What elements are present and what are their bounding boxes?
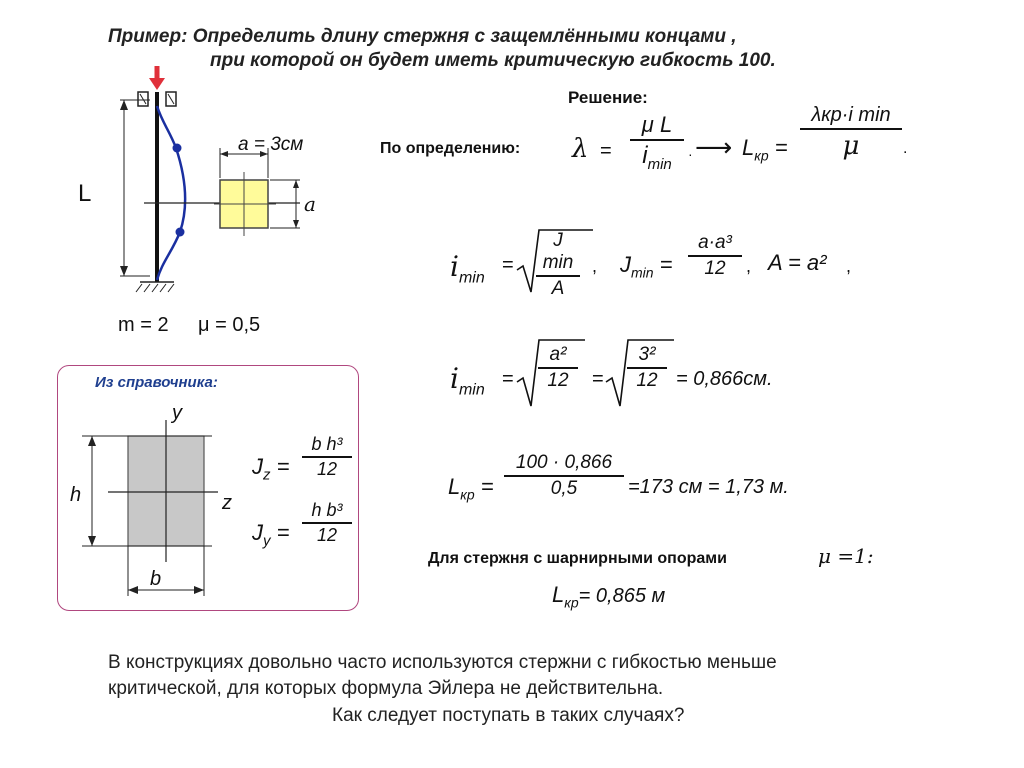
jy-denominator: 12	[316, 525, 338, 545]
lkr-subscript: кр	[754, 147, 769, 164]
buckling-curve	[157, 106, 185, 280]
jy-subscript: y	[263, 532, 271, 550]
m-label: m = 2	[118, 314, 169, 336]
j-min-denominator: 12	[704, 258, 726, 279]
bottom-text-line-3: Как следует поступать в таких случаях?	[332, 705, 685, 726]
b-label: b	[150, 568, 162, 590]
slenderness-fraction	[630, 112, 684, 173]
jy-numerator: h b³	[311, 500, 343, 520]
bottom-fixed-support	[136, 282, 174, 292]
sqrt1-fraction	[536, 230, 580, 300]
i-min-symbol-1: $i_{min}$	[450, 250, 485, 287]
bottom-text-line-2: критической, для которых формула Эйлера не действительна.	[108, 678, 664, 699]
column-diagram	[100, 62, 360, 342]
square-cross-section	[214, 172, 276, 236]
sqrt3-fraction	[627, 344, 667, 392]
side-label: a = 3см	[238, 134, 304, 155]
sqrt3-denominator: 12	[636, 370, 658, 391]
i-min-result: = 0,866см.	[676, 368, 773, 390]
length-dimension	[120, 100, 150, 276]
jz-numerator: b h³	[311, 434, 343, 454]
hinged-result: = 0,865 м	[578, 585, 666, 607]
jy-symbol: J	[252, 520, 263, 545]
example-title-line-2: при которой он будет иметь критическую гибкость 100.	[210, 50, 776, 71]
by-definition-label: По определению:	[380, 140, 521, 157]
i-min-symbol-2: $i_{min}$	[450, 362, 485, 399]
inflection-point	[173, 144, 182, 153]
lkr-subscript-3: кр	[564, 594, 579, 611]
mu-label: μ = 0,5	[198, 314, 261, 336]
critical-length-calc-fraction	[504, 452, 624, 500]
j-min-symbol: J	[620, 252, 631, 277]
jy-fraction	[302, 500, 352, 546]
jz-subscript: z	[263, 466, 271, 484]
sqrt2-numerator: a²	[549, 344, 567, 365]
lkr-symbol: L	[742, 135, 755, 160]
lkr-symbol-3: L	[552, 582, 565, 607]
sqrt1-denominator: A	[551, 278, 565, 299]
area-formula: A = a²	[768, 250, 827, 275]
j-min-subscript: min	[631, 264, 654, 281]
sqrt2-fraction	[538, 344, 578, 392]
solution-heading: Решение:	[568, 88, 648, 107]
sqrt2-denominator: 12	[547, 370, 569, 391]
arrow-icon: ⟶	[695, 132, 733, 162]
side-label-right: a	[304, 192, 316, 216]
lambda-numerator: μ L	[641, 112, 673, 137]
example-title-line-1: Пример: Определить длину стержня с защемлёнными концами ,	[108, 26, 737, 47]
lambda-denominator: i	[642, 142, 648, 169]
l-denominator: 0,5	[550, 478, 578, 499]
lkr-symbol-2: L	[448, 474, 461, 499]
critical-length-fraction	[800, 104, 902, 161]
l-numerator: 100 · 0,866	[515, 452, 613, 473]
hinged-mu: μ =1:	[818, 544, 874, 568]
length-label: L	[78, 180, 92, 207]
load-arrow-icon	[149, 66, 165, 90]
hinged-supports-text: Для стержня с шарнирными опорами	[428, 550, 727, 567]
reference-title: Из справочника:	[95, 374, 218, 391]
lambda-symbol: λ	[572, 134, 589, 164]
j-min-fraction	[688, 232, 742, 280]
jz-symbol: J	[252, 454, 263, 479]
z-axis-label: z	[222, 492, 232, 514]
bottom-text-line-1: В конструкциях довольно часто используются стержни с гибкостью меньше	[108, 652, 777, 673]
jz-denominator: 12	[316, 459, 338, 479]
lambda-denominator-sub: min	[647, 155, 672, 173]
jz-fraction	[302, 434, 352, 480]
lkr-numerator: λкр·i min	[811, 104, 891, 126]
lkr-subscript-2: кр	[460, 486, 475, 503]
inflection-point	[176, 228, 185, 237]
j-min-numerator: a·a³	[698, 232, 732, 253]
h-label: h	[70, 484, 82, 506]
y-axis-label: y	[172, 402, 182, 424]
l-result: =173 см = 1,73 м.	[628, 476, 789, 498]
lkr-denominator: μ	[842, 131, 860, 161]
sqrt3-numerator: 3²	[638, 344, 656, 365]
equals-sign: =	[600, 140, 612, 162]
sqrt1-numerator: J min	[542, 230, 574, 273]
